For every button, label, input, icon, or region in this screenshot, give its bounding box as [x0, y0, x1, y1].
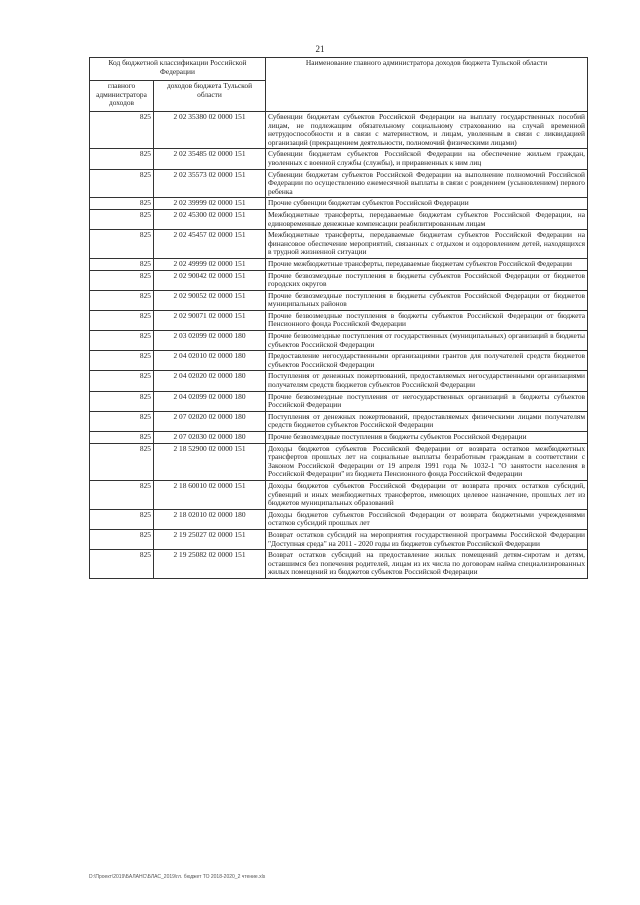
table-row — [90, 169, 588, 198]
income-name-cell: Субвенции бюджетам субъектов Российской Федерации на обеспечение жильем граждан, уволенных с военной службы (службы), и приравненных к ним лиц — [266, 149, 588, 169]
income-name-cell: Межбюджетные трансферты, передаваемые бюджетам субъектов Российской Федерации на финансовое обеспечение мероприятий, связанных с отдыхом и оздоровлением детей, находящихся в трудной жизненной ситуации — [266, 230, 588, 259]
income-code-cell: 2 02 45300 02 0000 151 — [154, 209, 266, 229]
admin-code-cell: 825 — [90, 371, 154, 391]
admin-code-cell: 825 — [90, 529, 154, 549]
income-code-cell: 2 07 02030 02 0000 180 — [154, 432, 266, 444]
income-code-cell: 2 02 90071 02 0000 151 — [154, 310, 266, 330]
income-name-cell: Субвенции бюджетам субъектов Российской Федерации на выполнение полномочий Российской Федерации по осуществлению ежемесячной выплаты в связи с рождением (усыновлением) первого ребенка — [266, 169, 588, 198]
table-row — [90, 198, 588, 210]
table-row — [90, 149, 588, 169]
income-name-cell: Доходы бюджетов субъектов Российской Федерации от возврата бюджетными учреждениями остатков субсидий прошлых лет — [266, 509, 588, 529]
admin-code-cell: 825 — [90, 258, 154, 270]
income-code-cell: 2 02 35485 02 0000 151 — [154, 149, 266, 169]
admin-code-cell: 825 — [90, 310, 154, 330]
income-code-cell: 2 18 60010 02 0000 151 — [154, 480, 266, 509]
table-row — [90, 310, 588, 330]
income-name-cell: Прочие безвозмездные поступления в бюджеты субъектов Российской Федерации от бюджета Пенсионного фонда Российской Федерации — [266, 310, 588, 330]
income-name-cell: Предоставление негосударственными организациями грантов для получателей средств бюджетов субъектов Российской Федерации — [266, 351, 588, 371]
admin-code-cell: 825 — [90, 230, 154, 259]
income-name-cell: Прочие безвозмездные поступления в бюджеты субъектов Российской Федерации — [266, 432, 588, 444]
table-body — [90, 112, 588, 579]
admin-code-cell: 825 — [90, 509, 154, 529]
income-name-cell: Прочие безвозмездные поступления от государственных (муниципальных) организаций в бюджеты субъектов Российской Федерации — [266, 331, 588, 351]
admin-code-cell: 825 — [90, 351, 154, 371]
table-row — [90, 480, 588, 509]
income-code-cell: 2 04 02099 02 0000 180 — [154, 391, 266, 411]
table-row — [90, 391, 588, 411]
income-code-cell: 2 02 35573 02 0000 151 — [154, 169, 266, 198]
admin-code-cell: 825 — [90, 411, 154, 431]
admin-code-cell: 825 — [90, 443, 154, 480]
table-row — [90, 331, 588, 351]
income-code-cell: 2 02 90052 02 0000 151 — [154, 290, 266, 310]
table-row — [90, 209, 588, 229]
classification-code-header: Код бюджетной классификации Российской Федерации — [90, 58, 266, 81]
table-row — [90, 112, 588, 149]
admin-code-cell: 825 — [90, 270, 154, 290]
income-code-cell: 2 02 90042 02 0000 151 — [154, 270, 266, 290]
income-code-cell: 2 02 49999 02 0000 151 — [154, 258, 266, 270]
table-row — [90, 270, 588, 290]
income-name-cell: Возврат остатков субсидий на предоставление жилых помещений детям-сиротам и детям, оставшимся без попечения родителей, лицам из их числа по договорам найма специализированных жилых помещений из бюджетов субъектов Российской Федерации — [266, 550, 588, 579]
table-row — [90, 432, 588, 444]
admin-code-cell: 825 — [90, 290, 154, 310]
table-row — [90, 290, 588, 310]
income-code-cell: 2 18 52900 02 0000 151 — [154, 443, 266, 480]
income-name-cell: Прочие безвозмездные поступления в бюджеты субъектов Российской Федерации от бюджетов муниципальных районов — [266, 290, 588, 310]
table-row — [90, 529, 588, 549]
income-code-cell: 2 07 02020 02 0000 180 — [154, 411, 266, 431]
revenue-classification-table — [89, 57, 588, 579]
income-code-cell: 2 19 25027 02 0000 151 — [154, 529, 266, 549]
income-name-cell: Доходы бюджетов субъектов Российской Федерации от возврата остатков межбюджетных трансфертов прошлых лет на социальные выплаты безработным гражданам в соответствии с Законом Российской Федерации от 19 апреля 1991 года № 1032-1 "О занятости населения в Российской Федерации" из бюджета Пенсионного фонда Российской Федерации — [266, 443, 588, 480]
income-name-cell: Доходы бюджетов субъектов Российской Федерации от возврата прочих остатков субсидий, субвенций и иных межбюджетных трансфертов, имеющих целевое назначение, прошлых лет из бюджетов муниципальных образований — [266, 480, 588, 509]
income-name-cell: Межбюджетные трансферты, передаваемые бюджетам субъектов Российской Федерации, на единовременные денежные компенсации реабилитированным лицам — [266, 209, 588, 229]
admin-code-cell: 825 — [90, 112, 154, 149]
administrator-name-header: Наименование главного администратора доходов бюджета Тульской области — [266, 58, 588, 112]
table-row — [90, 509, 588, 529]
income-name-cell: Прочие безвозмездные поступления от негосударственных организаций в бюджеты субъектов Российской Федерации — [266, 391, 588, 411]
income-name-cell: Прочие межбюджетные трансферты, передаваемые бюджетам субъектов Российской Федерации — [266, 258, 588, 270]
admin-code-cell: 825 — [90, 149, 154, 169]
table-row — [90, 550, 588, 579]
income-name-cell: Поступления от денежных пожертвований, предоставляемых негосударственными организациями получателям средств бюджетов субъектов Российской Федерации — [266, 371, 588, 391]
admin-code-cell: 825 — [90, 198, 154, 210]
income-code-cell: 2 03 02099 02 0000 180 — [154, 331, 266, 351]
income-name-cell: Субвенции бюджетам субъектов Российской Федерации на выплату государственных пособий лицам, не подлежащим обязательному социальному страхованию на случай временной нетрудоспособности и в связи с материнством, и лицам, уволенным в связи с ликвидацией организаций (прекращением деятельности, полномочий физическими лицами) — [266, 112, 588, 149]
table-header — [90, 58, 588, 112]
table-row — [90, 411, 588, 431]
table-row — [90, 258, 588, 270]
income-code-cell: 2 18 02010 02 0000 180 — [154, 509, 266, 529]
income-code-cell: 2 02 35380 02 0000 151 — [154, 112, 266, 149]
admin-code-cell: 825 — [90, 550, 154, 579]
income-code-cell: 2 04 02020 02 0000 180 — [154, 371, 266, 391]
income-name-cell: Поступления от денежных пожертвований, предоставляемых физическими лицами получателям средств бюджетов субъектов Российской Федерации — [266, 411, 588, 431]
file-path-footer: D:\Проект\2019\БАЛАНС\БЛАС_2019\гл. бюджет ТО 2018-2020_2 чтение.xls — [89, 874, 266, 880]
admin-code-cell: 825 — [90, 391, 154, 411]
income-code-cell: 2 04 02010 02 0000 180 — [154, 351, 266, 371]
income-code-cell: 2 02 45457 02 0000 151 — [154, 230, 266, 259]
income-name-cell: Прочие безвозмездные поступления в бюджеты субъектов Российской Федерации от бюджетов городских округов — [266, 270, 588, 290]
admin-code-header: главного администратора доходов — [90, 81, 154, 112]
admin-code-cell: 825 — [90, 209, 154, 229]
admin-code-cell: 825 — [90, 169, 154, 198]
page-number: 21 — [315, 44, 325, 54]
table-row — [90, 371, 588, 391]
table-row — [90, 230, 588, 259]
table-row — [90, 443, 588, 480]
admin-code-cell: 825 — [90, 331, 154, 351]
table-row — [90, 351, 588, 371]
income-code-cell: 2 19 25082 02 0000 151 — [154, 550, 266, 579]
admin-code-cell: 825 — [90, 432, 154, 444]
income-code-cell: 2 02 39999 02 0000 151 — [154, 198, 266, 210]
income-name-cell: Возврат остатков субсидий на мероприятия государственной программы Российской Федерации "Доступная среда" на 2011 - 2020 годы из бюджетов субъектов Российской Федерации — [266, 529, 588, 549]
income-code-header: доходов бюджета Тульской области — [154, 81, 266, 112]
admin-code-cell: 825 — [90, 480, 154, 509]
income-name-cell: Прочие субвенции бюджетам субъектов Российской Федерации — [266, 198, 588, 210]
